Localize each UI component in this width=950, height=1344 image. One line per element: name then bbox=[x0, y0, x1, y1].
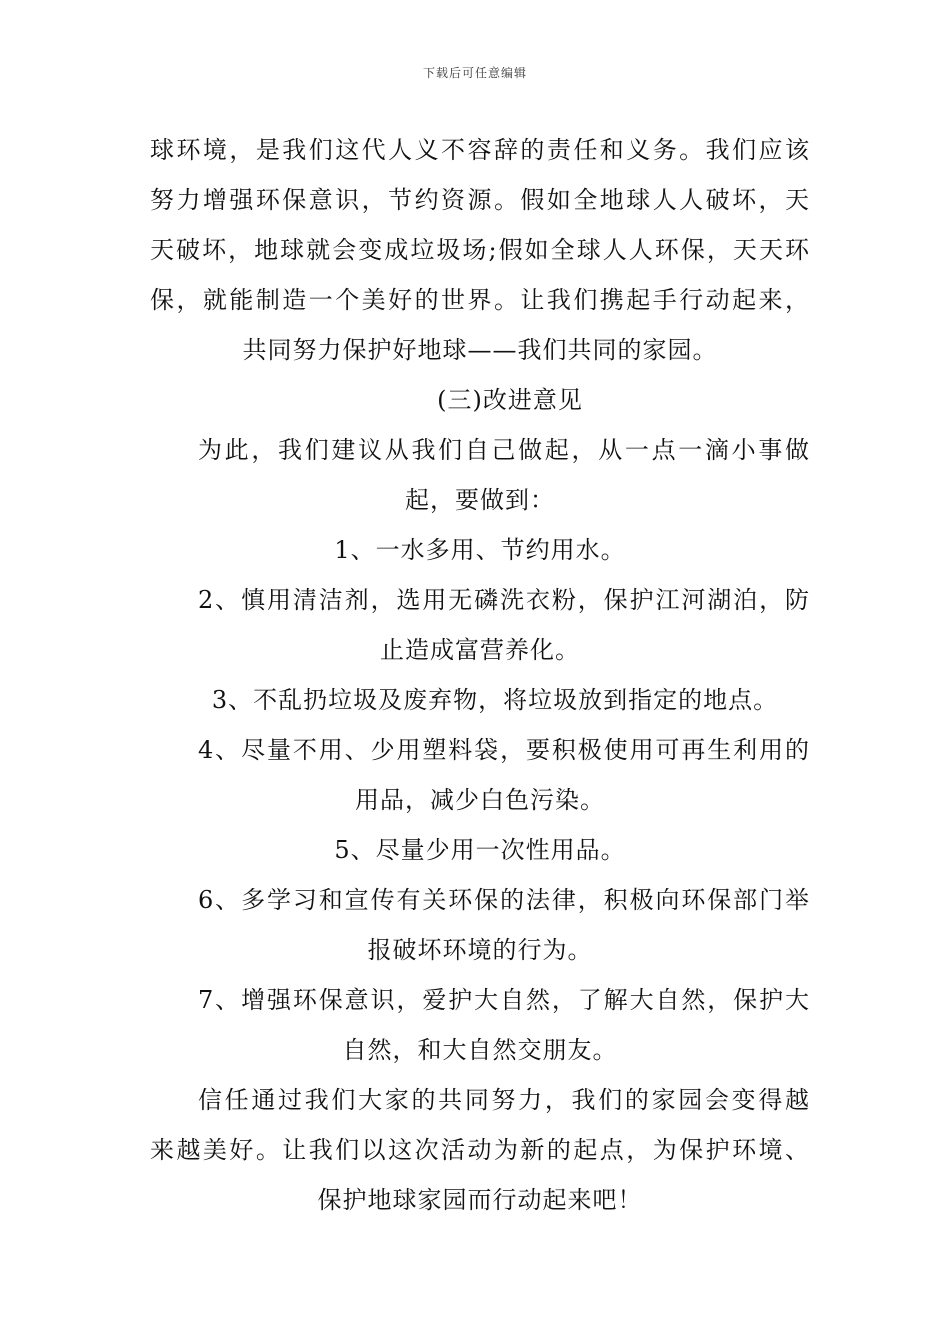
text-line: 用品，减少白色污染。 bbox=[355, 786, 605, 814]
text-line: 球环境，是我们这代人义不容辞的责任和义务。我们应该 bbox=[150, 136, 810, 164]
text-line: 信任通过我们大家的共同努力，我们的家园会变得越 bbox=[198, 1086, 810, 1114]
text-line: 2、慎用清洁剂，选用无磷洗衣粉，保护江河湖泊，防 bbox=[198, 586, 810, 614]
section-title: (三)改进意见 bbox=[437, 386, 583, 414]
text-line: 来越美好。让我们以这次活动为新的起点，为保护环境、 bbox=[150, 1136, 810, 1164]
list-item bbox=[150, 725, 810, 825]
list-item bbox=[150, 975, 810, 1075]
text-line: 天破坏，地球就会变成垃圾场;假如全球人人环保，天天环 bbox=[150, 236, 810, 264]
page-header: 下载后可任意编辑 bbox=[422, 66, 527, 80]
text-line: 止造成富营养化。 bbox=[380, 636, 580, 664]
text-line: 起，要做到： bbox=[405, 486, 555, 514]
text-line: 报破坏环境的行为。 bbox=[367, 936, 593, 964]
text-line: 保护地球家园而行动起来吧！ bbox=[317, 1186, 643, 1214]
text-line: 7、增强环保意识，爱护大自然，了解大自然，保护大 bbox=[198, 986, 810, 1014]
list-item bbox=[150, 675, 810, 725]
text-line: 5、尽量少用一次性用品。 bbox=[334, 836, 626, 864]
list-item bbox=[150, 875, 810, 975]
text-line: 6、多学习和宣传有关环保的法律，积极向环保部门举 bbox=[198, 886, 810, 914]
text-line: 保，就能制造一个美好的世界。让我们携起手行动起来， bbox=[150, 286, 810, 314]
list-item bbox=[150, 575, 810, 675]
text-line: 4、尽量不用、少用塑料袋，要积极使用可再生利用的 bbox=[198, 736, 810, 764]
list-item bbox=[150, 825, 810, 875]
paragraph-environment-responsibility bbox=[150, 125, 810, 375]
text-line: 3、不乱扔垃圾及废弃物，将垃圾放到指定的地点。 bbox=[211, 686, 779, 714]
document-body bbox=[150, 125, 810, 1225]
text-line: 为此，我们建议从我们自己做起，从一点一滴小事做 bbox=[198, 436, 810, 464]
text-line: 1、一水多用、节约用水。 bbox=[334, 536, 626, 564]
text-line: 共同努力保护好地球——我们共同的家园。 bbox=[242, 336, 718, 364]
intro-paragraph bbox=[150, 425, 810, 525]
text-line: 自然，和大自然交朋友。 bbox=[342, 1036, 618, 1064]
closing-paragraph bbox=[150, 1075, 810, 1225]
list-item bbox=[150, 525, 810, 575]
text-line: 努力增强环保意识，节约资源。假如全地球人人破坏，天 bbox=[150, 186, 810, 214]
suggestion-list bbox=[150, 525, 810, 1075]
